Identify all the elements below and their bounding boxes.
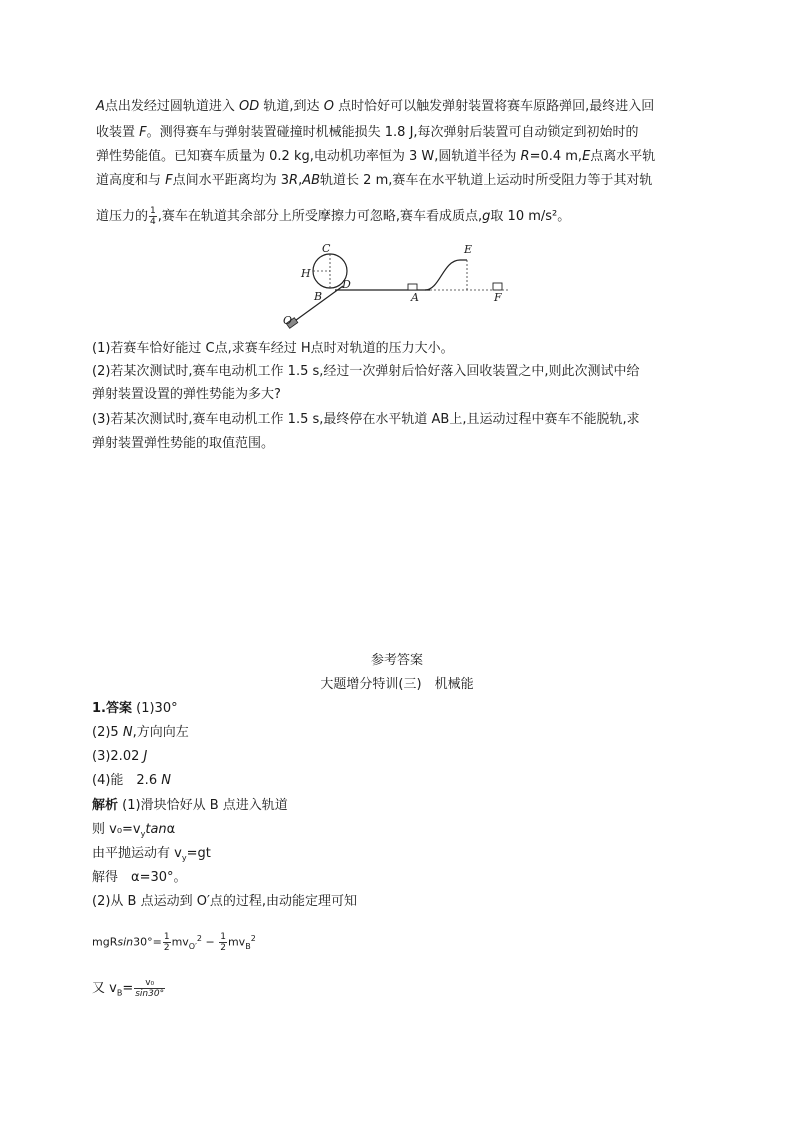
text-span: tan: [145, 822, 167, 837]
label-D: D: [342, 278, 351, 291]
label-E: E: [464, 243, 473, 256]
analysis-line-4: 解得 α=30°。: [92, 870, 187, 885]
answer-1: (1)30°: [136, 701, 178, 716]
subscript: B: [116, 988, 123, 998]
text-span: mv: [171, 935, 189, 949]
question-2-line-1: (2)若某次测试时,赛车电动机工作 1.5 s,经过一次弹射后恰好落入回收装置之中,则此次测试中给: [92, 364, 640, 379]
question-1: (1)若赛车恰好能过 C点,求赛车经过 H点时对轨道的压力大小。: [92, 341, 454, 356]
item-number: 1.: [92, 701, 106, 716]
answer-line-3: [92, 748, 147, 766]
text-span: 点间水平距离均为 3: [172, 173, 290, 188]
fraction-denominator: 4: [150, 217, 156, 227]
text-span: (1)滑块恰好从 B 点进入轨道: [122, 798, 288, 813]
analysis-line-5: (2)从 B 点运动到 O′点的过程,由动能定理可知: [92, 894, 358, 909]
fraction-denominator: sin30°: [135, 989, 165, 999]
analysis-label: 解析: [92, 798, 119, 813]
subscript: y: [181, 853, 187, 863]
text-span: O: [323, 99, 334, 114]
text-span: α: [166, 822, 176, 837]
text-span: 30°=: [133, 935, 162, 949]
label-H: H: [301, 267, 311, 280]
subscript: O′: [188, 941, 197, 951]
text-span: ,赛车在轨道其余部分上所受摩擦力可忽略,赛车看成质点,: [157, 209, 483, 224]
text-span: N: [122, 725, 133, 740]
text-span: 收装置: [96, 125, 140, 140]
text-span: 轨道长 2 m,赛车在水平轨道上运动时所受阻力等于其对轨: [320, 173, 653, 188]
fraction-numerator: 1: [150, 206, 156, 216]
race-car: [408, 284, 417, 290]
equation-energy: [92, 930, 256, 956]
text-span: 由平抛运动有 v: [92, 846, 182, 861]
label-O: O: [283, 314, 293, 327]
label-C: C: [322, 242, 331, 255]
superscript: 2: [250, 934, 256, 943]
text-span: mv: [227, 935, 246, 949]
equation-vb: [92, 978, 166, 1003]
text-span: 则 v₀=v: [92, 822, 141, 837]
fraction-half: [219, 932, 227, 953]
fraction-v0-over-sin30: [134, 978, 165, 999]
label-B: B: [314, 290, 323, 303]
text-span: sin: [117, 935, 134, 949]
text-span: ,: [298, 173, 303, 188]
answer-line-4: [92, 772, 171, 790]
problem-line-4: [96, 172, 652, 190]
question-2-line-2: 弹射装置设置的弹性势能为多大?: [92, 387, 281, 402]
text-span: J: [143, 749, 148, 764]
text-span: 取 10 m/s²。: [490, 209, 571, 224]
fraction-one-quarter: [149, 206, 157, 227]
subscript: y: [140, 829, 146, 839]
problem-line-2: [96, 124, 639, 142]
fraction-numerator: v₀: [134, 978, 165, 989]
text-span: N: [161, 773, 171, 788]
question-3-line-1: (3)若某次测试时,赛车电动机工作 1.5 s,最终停在水平轨道 AB上,且运动过程中赛车不能脱轨,求: [92, 412, 640, 427]
text-span: −: [202, 935, 219, 949]
answer-line-2: [92, 724, 189, 742]
label-A: A: [411, 291, 419, 304]
curved-track: [425, 260, 467, 290]
text-span: 又 v: [92, 981, 117, 996]
question-3-line-2: 弹射装置弹性势能的取值范围。: [92, 436, 275, 451]
subscript: B: [245, 941, 251, 951]
text-span: 轨道,到达: [259, 99, 324, 114]
recovery-device: [493, 283, 502, 290]
text-span: g: [482, 209, 491, 224]
label-F: F: [494, 291, 502, 304]
text-span: 。测得赛车与弹射装置碰撞时机械能损失 1.8 J,每次弹射后装置可自动锁定到初始时的: [146, 125, 639, 140]
text-span: 道高度和与: [96, 173, 166, 188]
track-diagram: [275, 238, 525, 333]
problem-line-5: [96, 206, 570, 227]
text-span: R: [289, 173, 299, 188]
text-span: (3)2.02: [92, 749, 144, 764]
answer-label: 答案: [105, 701, 132, 716]
text-span: A: [96, 99, 105, 114]
text-span: ,方向向左: [132, 725, 189, 740]
answers-heading: 参考答案: [370, 653, 423, 668]
text-span: E: [582, 149, 591, 164]
fraction-numerator: 1: [220, 932, 226, 943]
analysis-line-1: [92, 797, 288, 815]
text-span: AB: [302, 173, 321, 188]
text-span: 点出发经过圆轨道进入: [104, 99, 240, 114]
fraction-numerator: 1: [163, 932, 170, 943]
text-span: OD: [239, 99, 260, 114]
text-span: mgR: [92, 935, 118, 949]
analysis-line-2: [92, 821, 175, 844]
fraction-denominator: 2: [220, 943, 226, 954]
text-span: 点时恰好可以触发弹射装置将赛车原路弹回,最终进入回: [333, 99, 655, 114]
fraction-denominator: 2: [163, 943, 170, 954]
text-span: (2)5: [92, 725, 123, 740]
problem-line-3: [96, 148, 655, 166]
text-span: R: [520, 149, 530, 164]
text-span: =gt: [186, 846, 211, 861]
text-span: (4)能 2.6: [92, 773, 162, 788]
analysis-line-3: [92, 845, 211, 868]
text-span: F: [165, 173, 173, 188]
answers-subheading: 大题增分特训(三) 机械能: [320, 677, 474, 692]
text-span: F: [139, 125, 147, 140]
text-span: 弹性势能值。已知赛车质量为 0.2 kg,电动机功率恒为 3 W,圆轨道半径为: [96, 149, 521, 164]
text-span: 点离水平轨: [590, 149, 656, 164]
text-span: 道压力的: [96, 209, 149, 224]
answer-line-1: [92, 700, 178, 718]
superscript: 2: [196, 934, 203, 943]
problem-line-1: [96, 98, 654, 116]
text-span: =0.4 m,: [529, 149, 583, 164]
text-span: =: [122, 981, 134, 996]
fraction-half: [163, 932, 171, 953]
